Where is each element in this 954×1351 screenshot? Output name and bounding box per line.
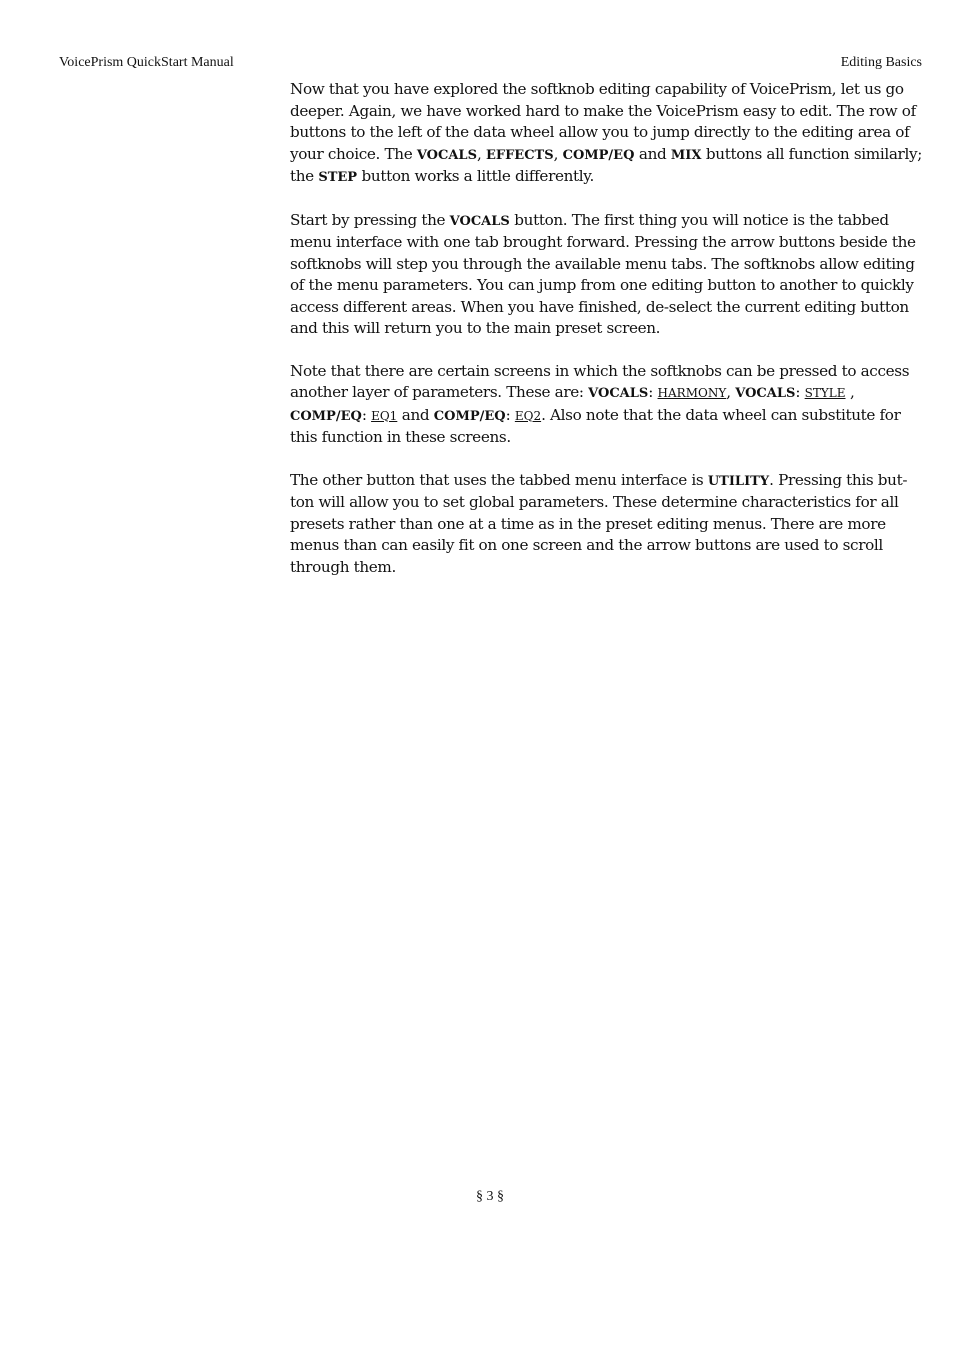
text: and — [634, 144, 671, 163]
body-text — [290, 79, 922, 599]
button-name: VOCALS — [735, 386, 796, 401]
button-name: VOCALS — [588, 386, 649, 401]
menu-name: EQ1 — [371, 408, 398, 423]
menu-name: HARMONY — [657, 386, 727, 400]
text: Start by pressing the — [290, 210, 450, 229]
button-name: COMP/EQ — [290, 408, 362, 424]
button-name: MIX — [670, 147, 702, 163]
paragraph-1 — [290, 79, 922, 189]
running-header-section: Editing Basics — [840, 55, 922, 70]
text: . Pressing this button will allow you to set global parameters. These determine characteristics for all presets rather than one at a time as in the preset editing menus. There are more menus than can easily fit on one screen and the arrow buttons are used to scroll through them. — [290, 470, 908, 576]
text: and — [397, 405, 434, 424]
button-name: VOCALS — [416, 147, 477, 163]
button-name: STEP — [318, 170, 358, 185]
text: Now that you have explored the softknob editing capability of VoicePrism, let us go deeper. Again, we have worked hard to make the VoicePrism easy to edit. The row of buttons to the left of the data wheel allow you to jump directly to the editing area of your choice. The — [290, 80, 916, 163]
button-name: VOCALS — [449, 213, 510, 229]
text: , — [553, 144, 563, 163]
text: button works a little differently. — [357, 167, 594, 185]
text: , — [476, 144, 486, 163]
text: : — [648, 383, 658, 401]
paragraph-4 — [290, 470, 922, 579]
running-header-title: VoicePrism QuickStart Manual — [59, 55, 234, 70]
text: buttons all function similarly; the — [290, 144, 922, 185]
text: : — [795, 383, 805, 401]
button-name: UTILITY — [707, 473, 770, 489]
text: , — [845, 383, 855, 401]
text: , — [726, 383, 736, 401]
paragraph-2 — [290, 210, 922, 340]
text: : — [361, 405, 372, 424]
button-name: COMP/EQ — [562, 147, 635, 163]
text: Note that there are certain screens in which the softknobs can be pressed to access another layer of parameters. These are: — [290, 361, 910, 401]
text: . Also note that the data wheel can substitute for this function in these screens. — [290, 405, 901, 446]
page-number: § 3 § — [476, 1189, 504, 1204]
text: button. The first thing you will notice is the tabbed menu interface with one tab brought forward. Pressing the arrow buttons beside the softknobs will step you through the available menu tabs. The softknobs allow editing of the menu parameters. You can jump from one editing button to another to quickly access different areas. When you have finished, de-select the current editing button and this will return you to the main preset screen. — [290, 210, 916, 337]
button-name: EFFECTS — [485, 147, 554, 163]
paragraph-3 — [290, 361, 922, 449]
button-name: COMP/EQ — [433, 408, 506, 424]
text: : — [505, 405, 515, 424]
menu-name: STYLE — [804, 386, 846, 400]
menu-name: EQ2 — [514, 408, 542, 423]
text: The other button that uses the tabbed menu interface is — [290, 470, 708, 489]
